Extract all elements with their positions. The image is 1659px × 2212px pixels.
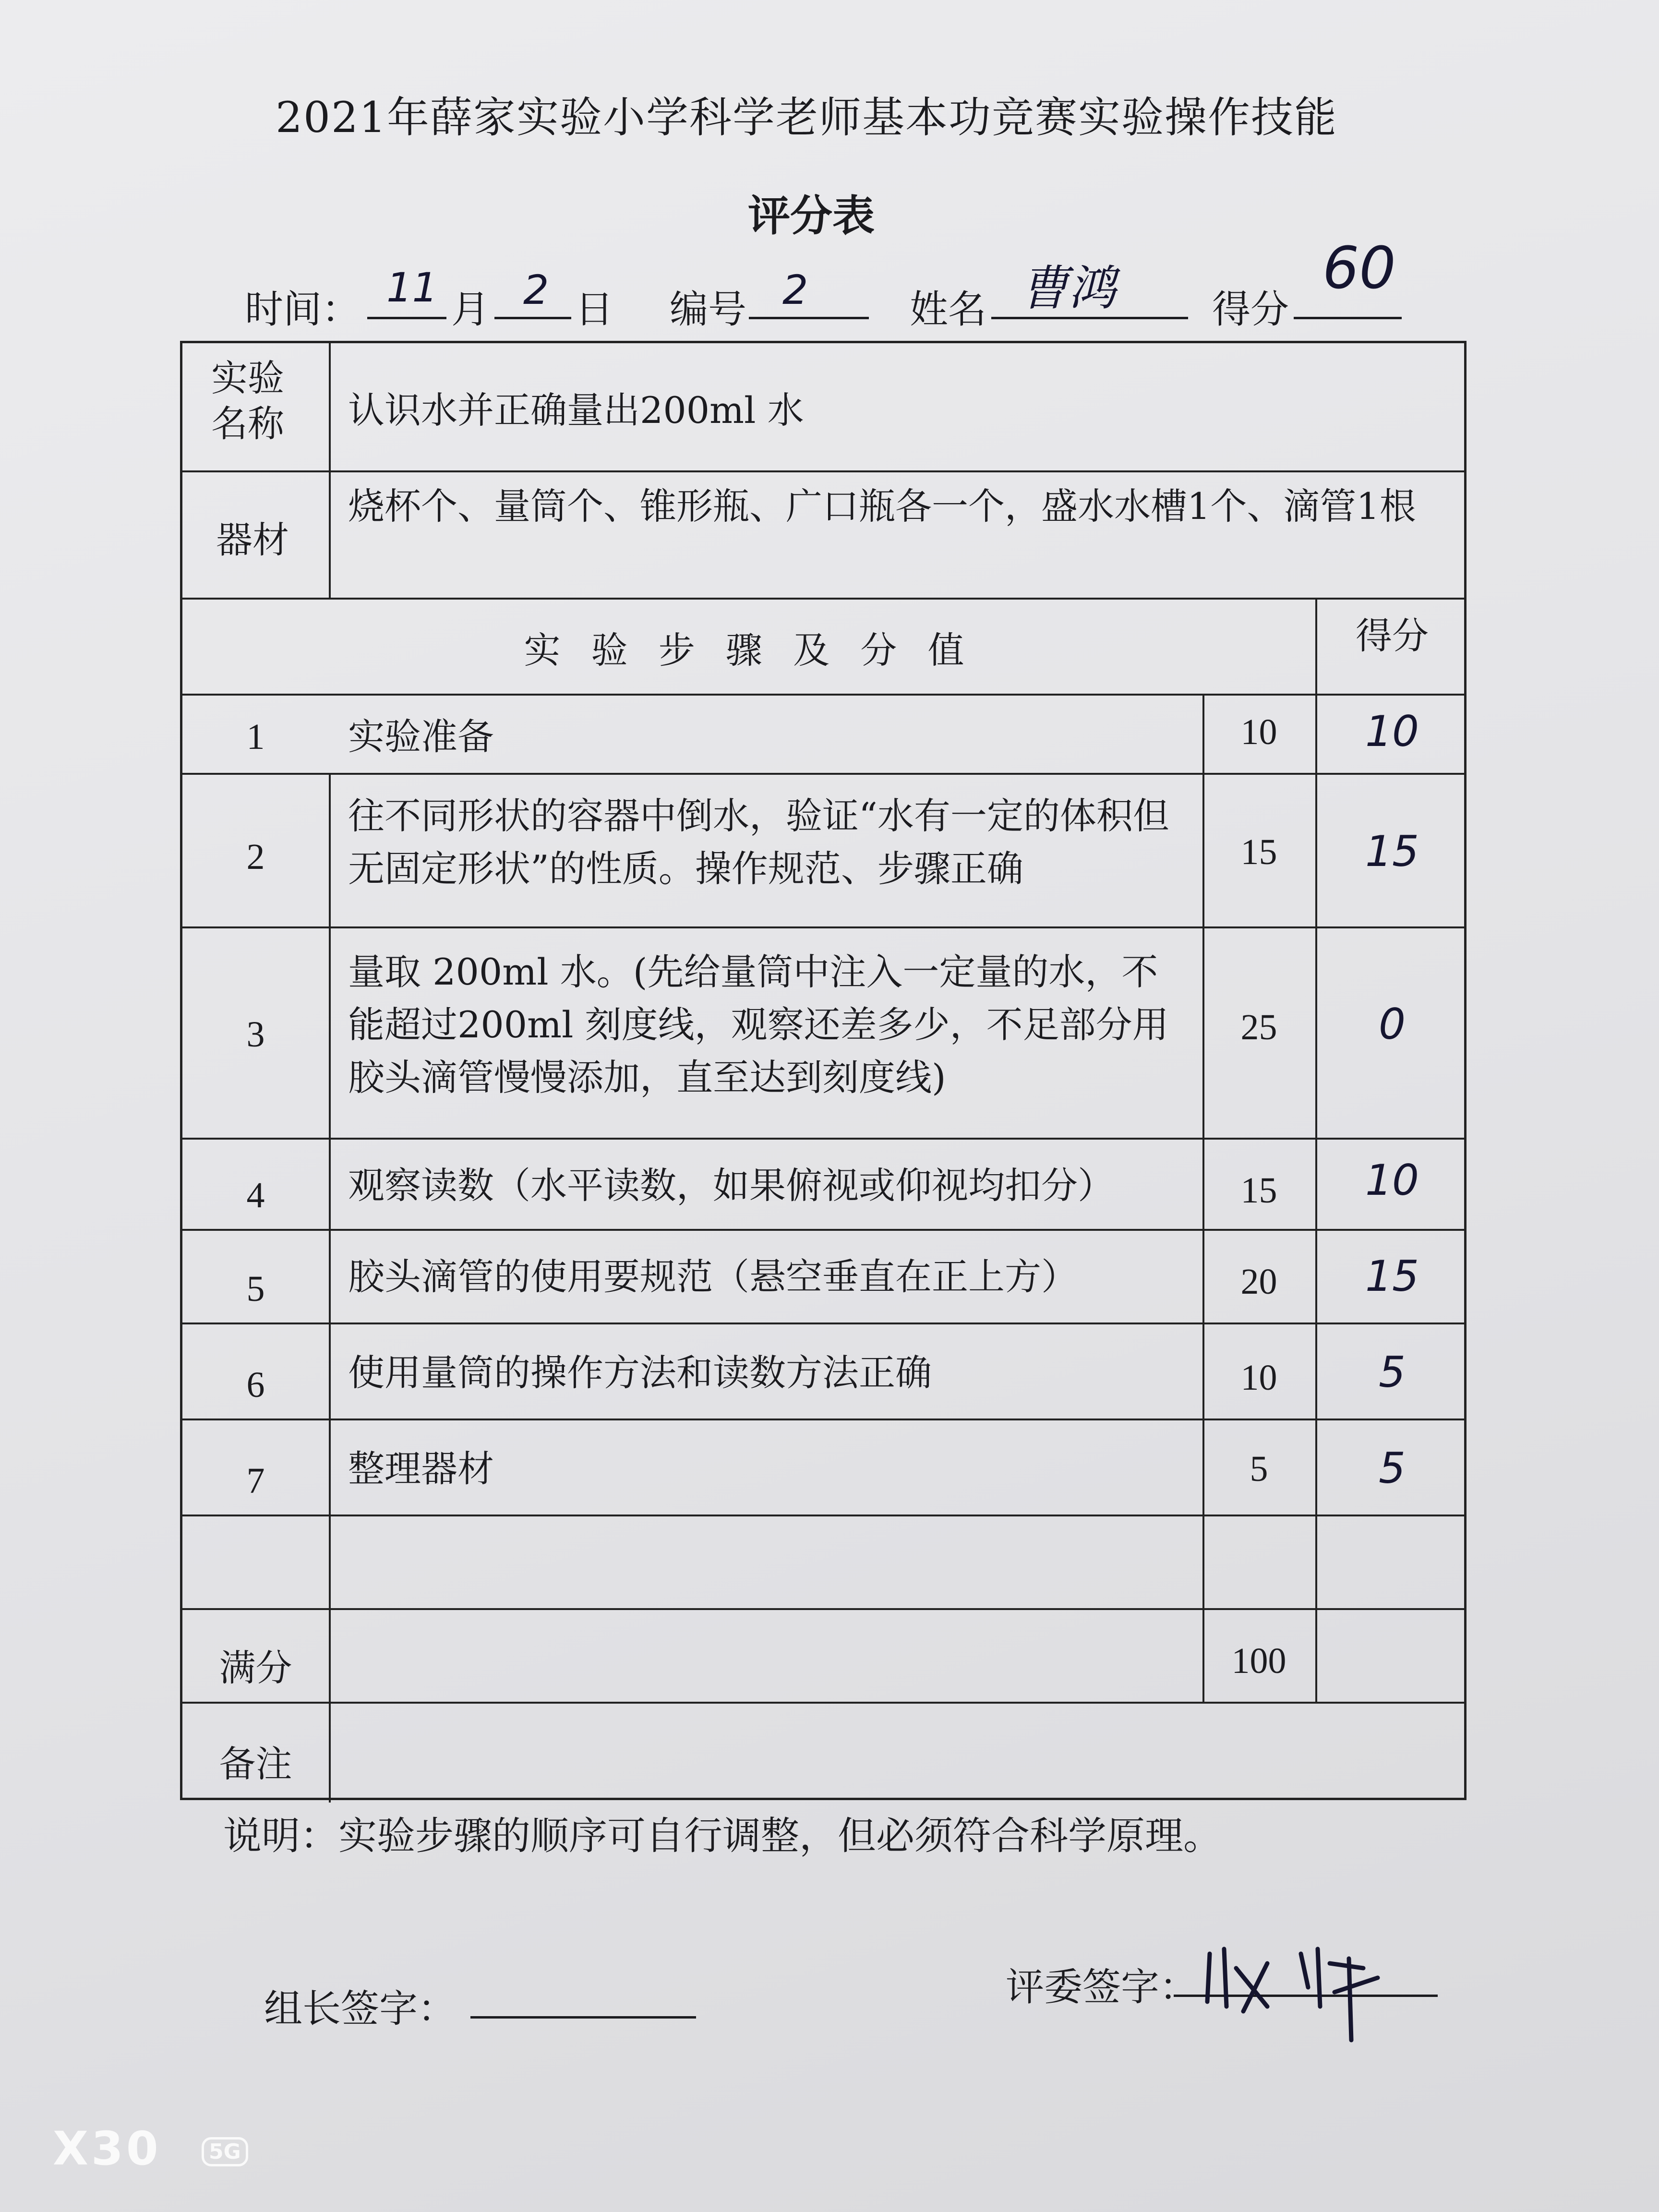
col-divider xyxy=(329,773,331,1803)
judge-signature-label: 评委签字： xyxy=(1006,1965,1198,2009)
step-number: 1 xyxy=(246,717,265,757)
instructions-note: 说明：实验步骤的顺序可自行调整，但必须符合科学原理。 xyxy=(223,1814,1222,1858)
experiment-name-label: 实验名称 xyxy=(211,357,284,445)
day-label: 日 xyxy=(575,287,613,332)
step-text: 实验准备 xyxy=(348,715,494,758)
row-divider xyxy=(182,470,1464,472)
camera-watermark: X30 xyxy=(53,2122,161,2176)
row-divider xyxy=(182,1229,1464,1231)
number-value: 2 xyxy=(782,266,808,313)
score-value: 60 xyxy=(1322,235,1396,302)
step-number: 7 xyxy=(246,1461,265,1501)
step-number: 2 xyxy=(246,837,265,877)
row-divider xyxy=(182,773,1464,775)
col-divider xyxy=(329,343,331,598)
step-text: 整理器材 xyxy=(348,1447,494,1490)
row-divider xyxy=(182,1322,1464,1324)
step-points: 5 xyxy=(1250,1449,1268,1489)
document-subtitle: 评分表 xyxy=(747,191,875,240)
step-score: 15 xyxy=(1365,827,1419,876)
row-divider xyxy=(182,694,1464,696)
step-number: 4 xyxy=(246,1175,265,1215)
step-number: 5 xyxy=(246,1269,265,1309)
remarks-label: 备注 xyxy=(219,1743,292,1785)
document-title: 2021年薛家实验小学科学老师基本功竞赛实验操作技能 xyxy=(276,93,1337,142)
row-divider xyxy=(182,926,1464,928)
row-divider xyxy=(182,1138,1464,1140)
row-divider xyxy=(182,1515,1464,1516)
month-label: 月 xyxy=(451,287,490,332)
step-text: 使用量筒的操作方法和读数方法正确 xyxy=(348,1351,932,1394)
row-divider xyxy=(182,1702,1464,1704)
row-divider xyxy=(182,1608,1464,1610)
row-divider xyxy=(182,1419,1464,1420)
time-label: 时间： xyxy=(245,287,360,332)
name-value: 曹鸿 xyxy=(1020,260,1116,316)
name-label: 姓名 xyxy=(910,287,986,332)
equipment-label: 器材 xyxy=(216,518,289,561)
number-label: 编号 xyxy=(670,287,746,332)
score-table xyxy=(180,341,1467,1800)
step-text: 量取 200ml 水。(先给量筒中注入一定量的水，不能超过200ml 刻度线，观察还差多少，不足部分用胶头滴管慢慢添加，直至达到刻度线) xyxy=(348,950,1169,1099)
step-points: 15 xyxy=(1240,832,1277,872)
step-score: 0 xyxy=(1379,999,1406,1049)
step-score: 10 xyxy=(1365,1155,1419,1205)
steps-header: 实 验 步 骤 及 分 值 xyxy=(524,629,974,672)
experiment-name: 认识水并正确量出200ml 水 xyxy=(348,389,804,432)
leader-signature-label: 组长签字： xyxy=(264,1986,456,2031)
step-text: 往不同形状的容器中倒水，验证“水有一定的体积但无固定形状”的性质。操作规范、步骤正确 xyxy=(348,794,1169,890)
step-points: 10 xyxy=(1240,1358,1277,1398)
step-number: 3 xyxy=(246,1014,265,1055)
judge-signature xyxy=(1190,1935,1450,2045)
step-points: 25 xyxy=(1240,1007,1277,1047)
step-points: 10 xyxy=(1240,712,1277,752)
step-score: 15 xyxy=(1365,1251,1419,1301)
step-points: 20 xyxy=(1240,1262,1277,1302)
score-header: 得分 xyxy=(1356,614,1429,657)
step-points: 15 xyxy=(1240,1170,1277,1211)
month-value: 11 xyxy=(386,264,438,311)
number-blank xyxy=(749,278,869,319)
row-divider xyxy=(182,598,1464,600)
leader-signature-line xyxy=(470,1978,696,2019)
day-value: 2 xyxy=(523,266,549,313)
meta-row xyxy=(245,235,1445,332)
step-score: 10 xyxy=(1365,707,1419,756)
equipment-text: 烧杯个、量筒个、锥形瓶、广口瓶各一个，盛水水槽1个、滴管1根 xyxy=(348,485,1416,528)
step-number: 6 xyxy=(246,1365,265,1405)
full-score-label: 满分 xyxy=(219,1647,292,1689)
full-score-value: 100 xyxy=(1231,1641,1286,1681)
step-text: 胶头滴管的使用要规范（悬空垂直在正上方） xyxy=(348,1255,1078,1298)
camera-5g-badge: 5G xyxy=(202,2137,248,2166)
score-label: 得分 xyxy=(1212,287,1289,332)
step-score: 5 xyxy=(1379,1443,1406,1493)
step-text: 观察读数（水平读数，如果俯视或仰视均扣分） xyxy=(348,1164,1114,1207)
step-score: 5 xyxy=(1379,1347,1406,1397)
